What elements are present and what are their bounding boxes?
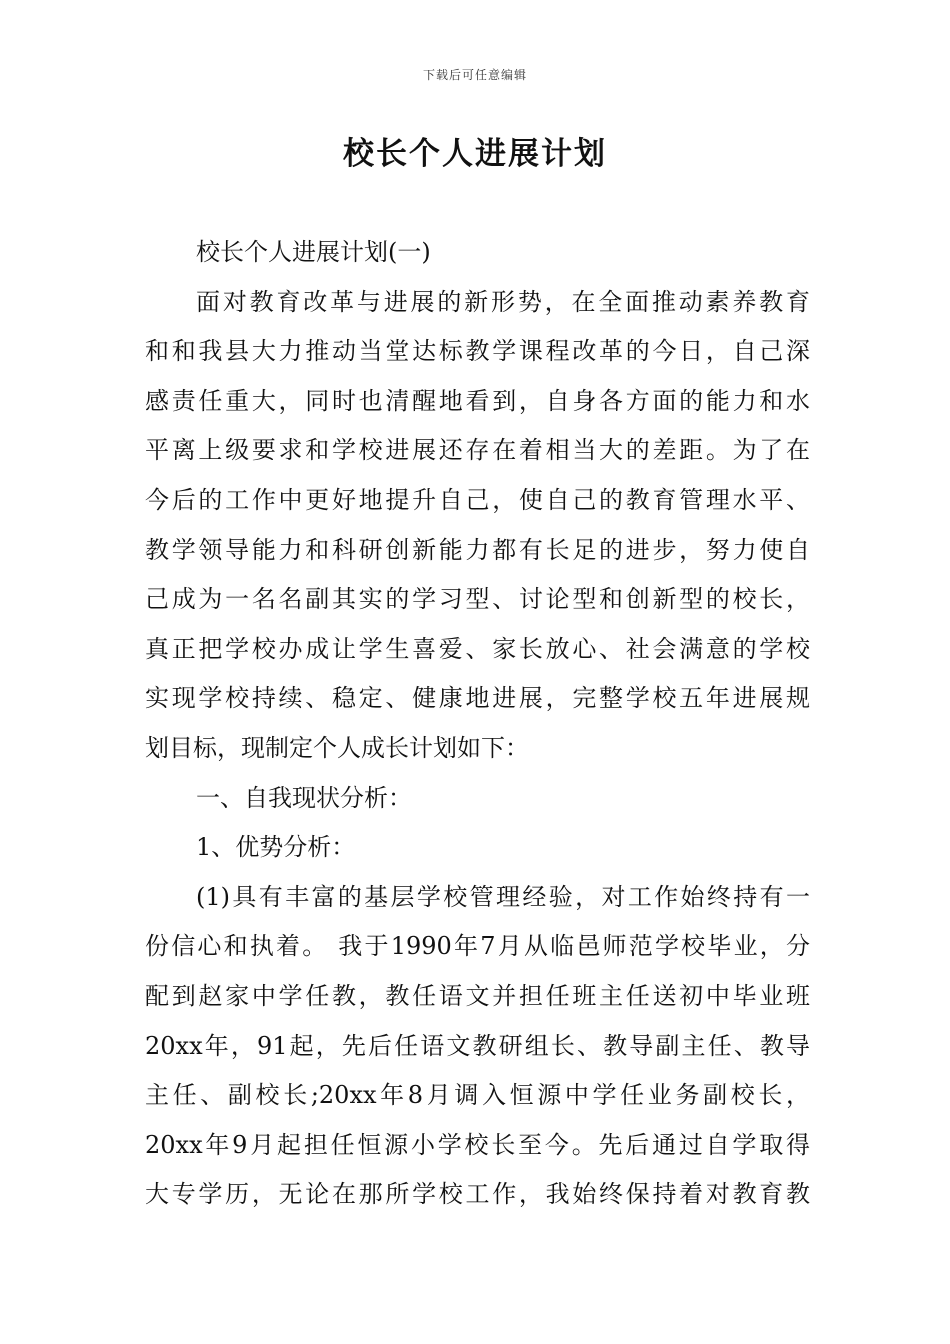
text-line: 实现学校持续、稳定、健康地进展，完整学校五年进展规 [145, 684, 810, 713]
text-line: 一、自我现状分析： [196, 783, 412, 812]
text-line: 校长个人进展计划(一) [196, 238, 431, 266]
document-title: 校长个人进展计划 [343, 136, 607, 172]
header-note: 下载后可任意编辑 [422, 68, 527, 82]
text-line: 今后的工作中更好地提升自己，使自己的教育管理水平、 [145, 485, 810, 514]
text-line: 感责任重大，同时也清醒地看到，自身各方面的能力和水 [145, 386, 810, 415]
text-line: 20xx年，91起，先后任语文教研组长、教导副主任、教导 [145, 1031, 810, 1060]
text-line: 面对教育改革与进展的新形势，在全面推动素养教育 [196, 287, 810, 316]
text-line: 份信心和执着。 我于1990年7月从临邑师范学校毕业，分 [145, 932, 810, 961]
text-line: 平离上级要求和学校进展还存在着相当大的差距。为了在 [145, 436, 810, 465]
text-line: (1)具有丰富的基层学校管理经验，对工作始终持有一 [196, 882, 810, 911]
text-line: 划目标，现制定个人成长计划如下： [145, 733, 529, 762]
text-line: 真正把学校办成让学生喜爱、家长放心、社会满意的学校 [145, 634, 810, 663]
text-line: 己成为一名名副其实的学习型、讨论型和创新型的校长， [145, 585, 810, 614]
text-line: 1、优势分析： [196, 833, 356, 862]
text-line: 教学领导能力和科研创新能力都有长足的进步，努力使自 [145, 535, 810, 564]
text-line: 主任、副校长;20xx年8月调入恒源中学任业务副校长， [145, 1081, 810, 1110]
document-body [145, 228, 810, 1220]
text-line: 20xx年9月起担任恒源小学校长至今。先后通过自学取得 [145, 1130, 810, 1159]
text-line: 配到赵家中学任教，教任语文并担任班主任送初中毕业班 [145, 981, 810, 1010]
text-line: 大专学历，无论在那所学校工作，我始终保持着对教育教 [145, 1180, 810, 1209]
text-line: 和和我县大力推动当堂达标教学课程改革的今日，自己深 [145, 337, 810, 366]
